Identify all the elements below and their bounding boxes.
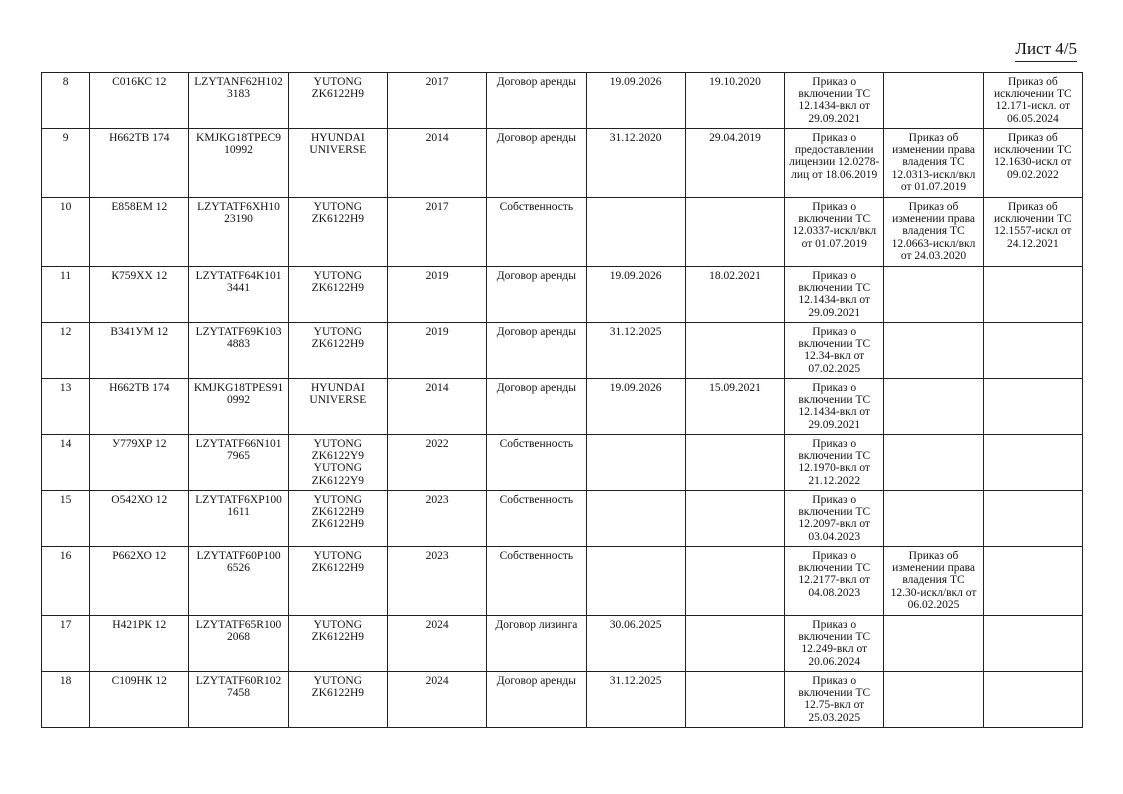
inclusion-order: Приказ о включении ТС 12.0337-искл/вкл от 01.07.2019: [785, 198, 884, 267]
contract-start-date: 18.02.2021: [685, 267, 784, 323]
row-number: 11: [42, 267, 90, 323]
plate-number: Н662ТВ 174: [90, 379, 189, 435]
inclusion-order: Приказ о включении ТС 12.1434-вкл от 29.09.2021: [785, 379, 884, 435]
ownership-basis: Договор лизинга: [487, 616, 586, 672]
row-number: 12: [42, 323, 90, 379]
manufacture-year: 2014: [387, 129, 486, 198]
ownership-change-order: [884, 435, 983, 491]
contract-start-date: [685, 616, 784, 672]
exclusion-order: Приказ об исключении ТС 12.1557-искл от 24.12.2021: [983, 198, 1082, 267]
vehicle-model: YUTONG ZK6122H9: [288, 672, 387, 728]
exclusion-order: [983, 616, 1082, 672]
manufacture-year: 2014: [387, 379, 486, 435]
vin-number: LZYTATF64K101 3441: [189, 267, 288, 323]
inclusion-order: Приказ о включении ТС 12.2097-вкл от 03.04.2023: [785, 491, 884, 547]
row-number: 17: [42, 616, 90, 672]
contract-end-date: [586, 435, 685, 491]
vehicle-model: YUTONG ZK6122H9: [288, 198, 387, 267]
vin-number: KMJKG18TPEC9 10992: [189, 129, 288, 198]
manufacture-year: 2023: [387, 491, 486, 547]
table-row: [42, 379, 1083, 435]
contract-start-date: 15.09.2021: [685, 379, 784, 435]
ownership-change-order: [884, 323, 983, 379]
table-row: [42, 435, 1083, 491]
row-number: 10: [42, 198, 90, 267]
vehicle-model: YUTONG ZK6122H9: [288, 323, 387, 379]
ownership-basis: Договор аренды: [487, 323, 586, 379]
contract-end-date: 19.09.2026: [586, 73, 685, 129]
vehicle-model: YUTONG ZK6122H9: [288, 73, 387, 129]
plate-number: Е858ЕМ 12: [90, 198, 189, 267]
contract-start-date: 29.04.2019: [685, 129, 784, 198]
inclusion-order: Приказ о включении ТС 12.34-вкл от 07.02.2025: [785, 323, 884, 379]
inclusion-order: Приказ о включении ТС 12.1970-вкл от 21.12.2022: [785, 435, 884, 491]
row-number: 16: [42, 547, 90, 616]
contract-end-date: [586, 547, 685, 616]
ownership-basis: Собственность: [487, 547, 586, 616]
table-row: [42, 616, 1083, 672]
ownership-change-order: [884, 73, 983, 129]
table-row: [42, 547, 1083, 616]
ownership-change-order: Приказ об изменении права владения ТС 12.0663-искл/вкл от 24.03.2020: [884, 198, 983, 267]
manufacture-year: 2023: [387, 547, 486, 616]
vehicle-model: YUTONG ZK6122H9: [288, 547, 387, 616]
inclusion-order: Приказ о включении ТС 12.1434-вкл от 29.09.2021: [785, 73, 884, 129]
contract-start-date: [685, 198, 784, 267]
row-number: 9: [42, 129, 90, 198]
contract-end-date: 31.12.2025: [586, 323, 685, 379]
vin-number: LZYTATF6XH10 23190: [189, 198, 288, 267]
ownership-change-order: [884, 491, 983, 547]
table-row: [42, 323, 1083, 379]
plate-number: Н421РК 12: [90, 616, 189, 672]
vin-number: LZYTATF60R102 7458: [189, 672, 288, 728]
manufacture-year: 2017: [387, 198, 486, 267]
plate-number: С016КС 12: [90, 73, 189, 129]
exclusion-order: [983, 267, 1082, 323]
plate-number: У779ХР 12: [90, 435, 189, 491]
contract-end-date: 30.06.2025: [586, 616, 685, 672]
contract-start-date: [685, 323, 784, 379]
registry-body: [42, 73, 1083, 728]
vin-number: LZYTATF6XP100 1611: [189, 491, 288, 547]
vin-number: LZYTATF66N101 7965: [189, 435, 288, 491]
ownership-basis: Собственность: [487, 435, 586, 491]
exclusion-order: [983, 672, 1082, 728]
vehicle-model: YUTONG ZK6122Y9 YUTONG ZK6122Y9: [288, 435, 387, 491]
exclusion-order: [983, 491, 1082, 547]
ownership-change-order: [884, 267, 983, 323]
vin-number: LZYTATF65R100 2068: [189, 616, 288, 672]
vehicle-model: YUTONG ZK6122H9 ZK6122H9: [288, 491, 387, 547]
ownership-change-order: Приказ об изменении права владения ТС 12.0313-искл/вкл от 01.07.2019: [884, 129, 983, 198]
manufacture-year: 2024: [387, 616, 486, 672]
vehicle-model: YUTONG ZK6122H9: [288, 267, 387, 323]
plate-number: С109НК 12: [90, 672, 189, 728]
plate-number: К759ХХ 12: [90, 267, 189, 323]
inclusion-order: Приказ о включении ТС 12.1434-вкл от 29.09.2021: [785, 267, 884, 323]
ownership-basis: Договор аренды: [487, 73, 586, 129]
table-row: [42, 267, 1083, 323]
contract-start-date: [685, 491, 784, 547]
inclusion-order: Приказ о включении ТС 12.2177-вкл от 04.08.2023: [785, 547, 884, 616]
ownership-change-order: [884, 616, 983, 672]
ownership-basis: Договор аренды: [487, 267, 586, 323]
ownership-basis: Собственность: [487, 198, 586, 267]
vehicle-model: YUTONG ZK6122H9: [288, 616, 387, 672]
vin-number: LZYTANF62H102 3183: [189, 73, 288, 129]
row-number: 8: [42, 73, 90, 129]
manufacture-year: 2017: [387, 73, 486, 129]
vehicle-model: HYUNDAI UNIVERSE: [288, 129, 387, 198]
plate-number: Р662ХО 12: [90, 547, 189, 616]
exclusion-order: [983, 323, 1082, 379]
vehicle-model: HYUNDAI UNIVERSE: [288, 379, 387, 435]
table-row: [42, 672, 1083, 728]
contract-start-date: [685, 435, 784, 491]
vin-number: LZYTATF69K103 4883: [189, 323, 288, 379]
exclusion-order: Приказ об исключении ТС 12.171-искл. от 06.05.2024: [983, 73, 1082, 129]
row-number: 13: [42, 379, 90, 435]
contract-start-date: [685, 672, 784, 728]
ownership-basis: Собственность: [487, 491, 586, 547]
row-number: 14: [42, 435, 90, 491]
ownership-basis: Договор аренды: [487, 129, 586, 198]
exclusion-order: [983, 435, 1082, 491]
manufacture-year: 2019: [387, 267, 486, 323]
exclusion-order: [983, 547, 1082, 616]
table-row: [42, 129, 1083, 198]
ownership-basis: Договор аренды: [487, 379, 586, 435]
sheet-number: Лист 4/5: [1015, 38, 1077, 62]
table-row: [42, 198, 1083, 267]
contract-end-date: [586, 198, 685, 267]
contract-end-date: 31.12.2025: [586, 672, 685, 728]
ownership-change-order: [884, 379, 983, 435]
vin-number: LZYTATF60P100 6526: [189, 547, 288, 616]
ownership-change-order: [884, 672, 983, 728]
contract-start-date: [685, 547, 784, 616]
exclusion-order: [983, 379, 1082, 435]
contract-end-date: 19.09.2026: [586, 379, 685, 435]
row-number: 18: [42, 672, 90, 728]
manufacture-year: 2024: [387, 672, 486, 728]
vin-number: KMJKG18TPES91 0992: [189, 379, 288, 435]
table-row: [42, 73, 1083, 129]
table-row: [42, 491, 1083, 547]
plate-number: Н662ТВ 174: [90, 129, 189, 198]
inclusion-order: Приказ о включении ТС 12.75-вкл от 25.03.2025: [785, 672, 884, 728]
contract-end-date: 31.12.2020: [586, 129, 685, 198]
plate-number: О542ХО 12: [90, 491, 189, 547]
inclusion-order: Приказ о предоставлении лицензии 12.0278-лиц от 18.06.2019: [785, 129, 884, 198]
contract-end-date: 19.09.2026: [586, 267, 685, 323]
exclusion-order: Приказ об исключении ТС 12.1630-искл от 09.02.2022: [983, 129, 1082, 198]
inclusion-order: Приказ о включении ТС 12.249-вкл от 20.06.2024: [785, 616, 884, 672]
row-number: 15: [42, 491, 90, 547]
contract-start-date: 19.10.2020: [685, 73, 784, 129]
ownership-change-order: Приказ об изменении права владения ТС 12.30-искл/вкл от 06.02.2025: [884, 547, 983, 616]
vehicle-registry-table: [41, 72, 1083, 728]
ownership-basis: Договор аренды: [487, 672, 586, 728]
plate-number: В341УМ 12: [90, 323, 189, 379]
manufacture-year: 2022: [387, 435, 486, 491]
contract-end-date: [586, 491, 685, 547]
manufacture-year: 2019: [387, 323, 486, 379]
